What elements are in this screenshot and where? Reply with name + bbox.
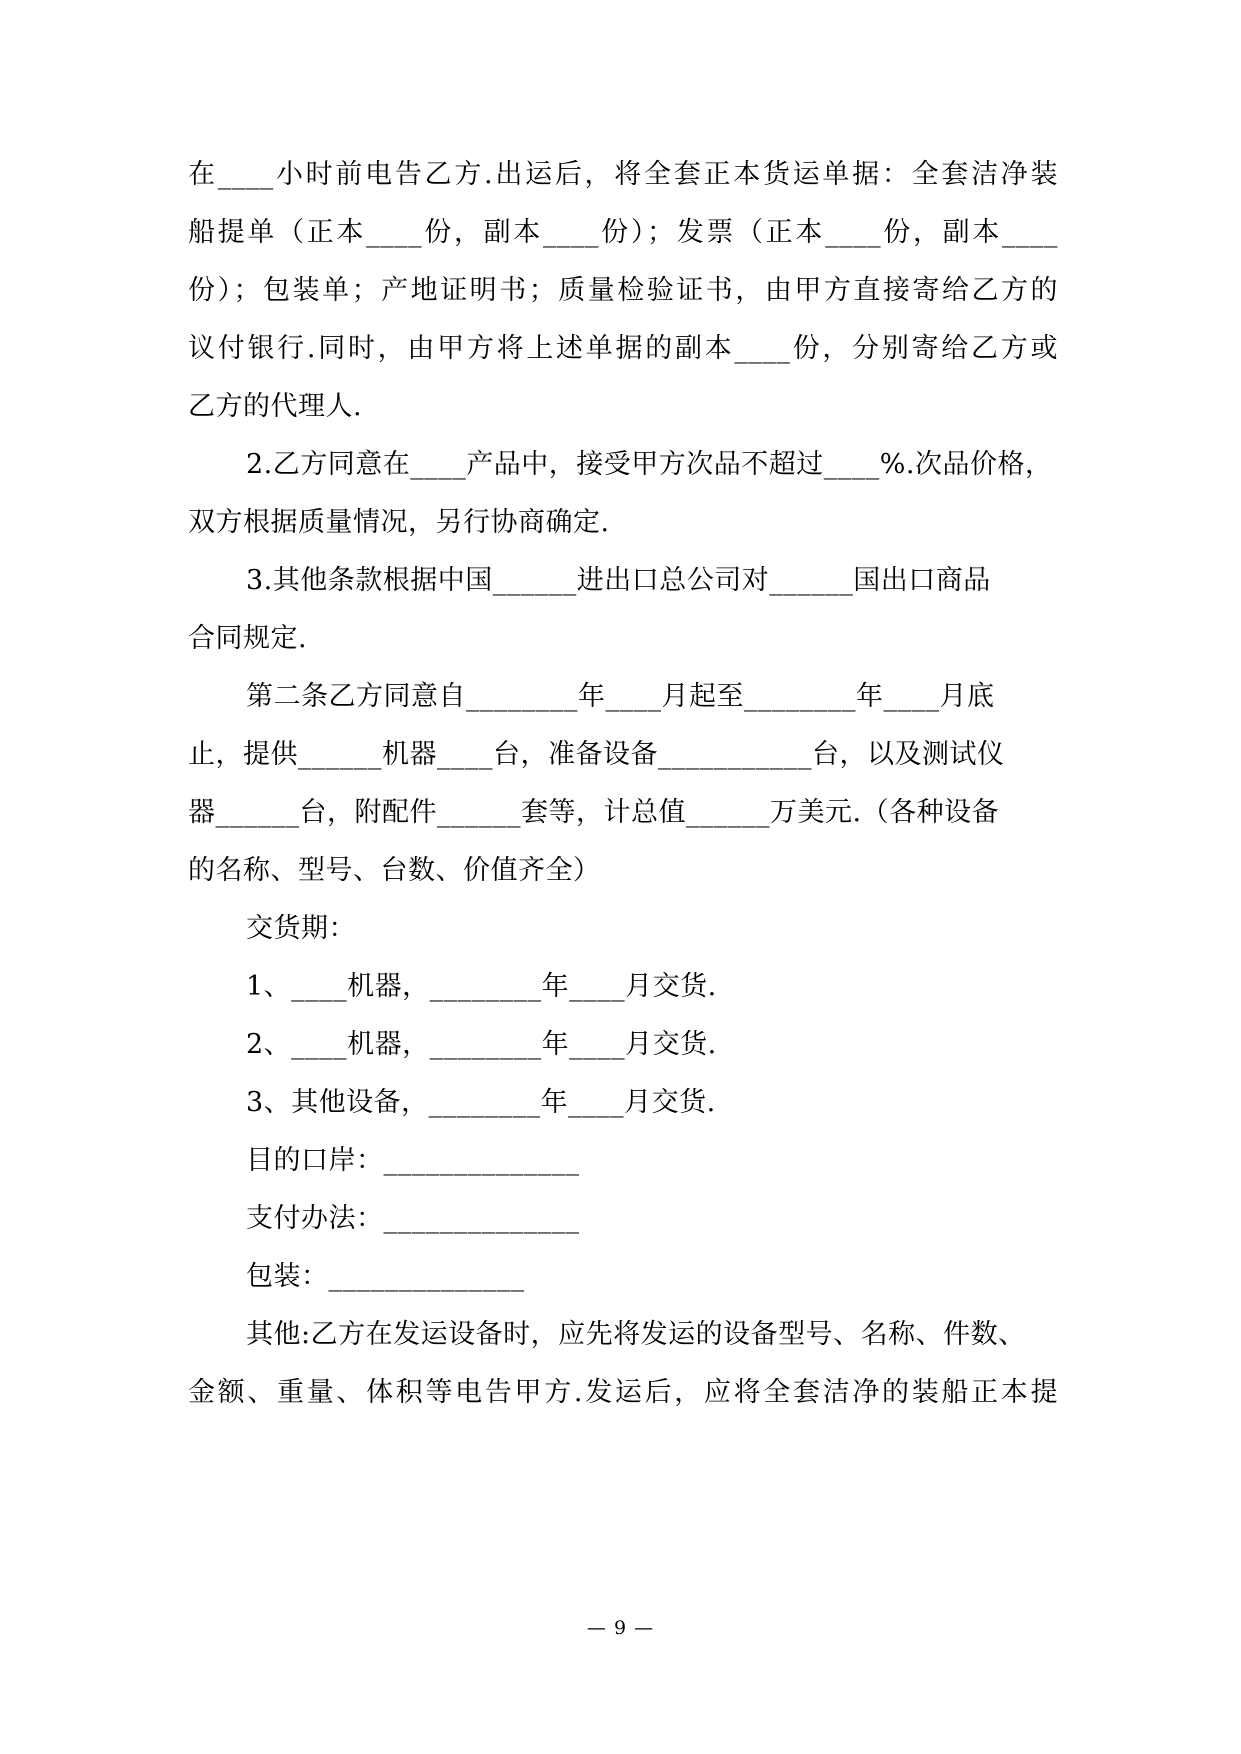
packing-line: 包装：______________ [246, 1261, 525, 1292]
clause-2-line-2: 双方根据质量情况，另行协商确定. [188, 507, 610, 538]
delivery-item-3: 3、其他设备，________年____月交货. [246, 1087, 716, 1118]
text-line: 船提单（正本____份，副本____份）；发票（正本____份，副本____ [188, 217, 1058, 248]
delivery-period-heading: 交货期： [246, 913, 356, 944]
text-line: 份）；包装单；产地证明书；质量检验证书，由甲方直接寄给乙方的 [188, 275, 1058, 306]
other-terms-line-1: 其他:乙方在发运设备时，应先将发运的设备型号、名称、件数、 [246, 1319, 1026, 1350]
payment-method-line: 支付办法：______________ [246, 1203, 580, 1234]
article-2-line-1: 第二条乙方同意自________年____月起至________年____月底 [246, 681, 995, 712]
other-terms-line-2: 金额、重量、体积等电告甲方.发运后，应将全套洁净的装船正本提 [188, 1377, 1058, 1408]
clause-2-line-1: 2.乙方同意在____产品中，接受甲方次品不超过____%.次品价格， [246, 449, 1053, 480]
article-2-line-2: 止，提供______机器____台，准备设备___________台，以及测试仪 [188, 739, 1005, 770]
delivery-item-2: 2、____机器，________年____月交货. [246, 1029, 717, 1060]
text-line: 议付银行.同时，由甲方将上述单据的副本____份，分别寄给乙方或 [188, 333, 1058, 364]
text-line: 在____小时前电告乙方.出运后，将全套正本货运单据：全套洁净装 [188, 159, 1058, 190]
destination-port-line: 目的口岸：______________ [246, 1145, 580, 1176]
article-2-line-4: 的名称、型号、台数、价值齐全） [188, 855, 601, 886]
article-2-line-3: 器______台，附配件______套等，计总值______万美元.（各种设备 [188, 797, 1000, 828]
page-number: — 9 — [586, 1617, 655, 1639]
delivery-item-1: 1、____机器，________年____月交货. [246, 971, 717, 1002]
clause-3-line-1: 3.其他条款根据中国______进出口总公司对______国出口商品 [246, 565, 991, 596]
text-line: 乙方的代理人. [188, 391, 363, 422]
clause-3-line-2: 合同规定. [188, 623, 308, 654]
